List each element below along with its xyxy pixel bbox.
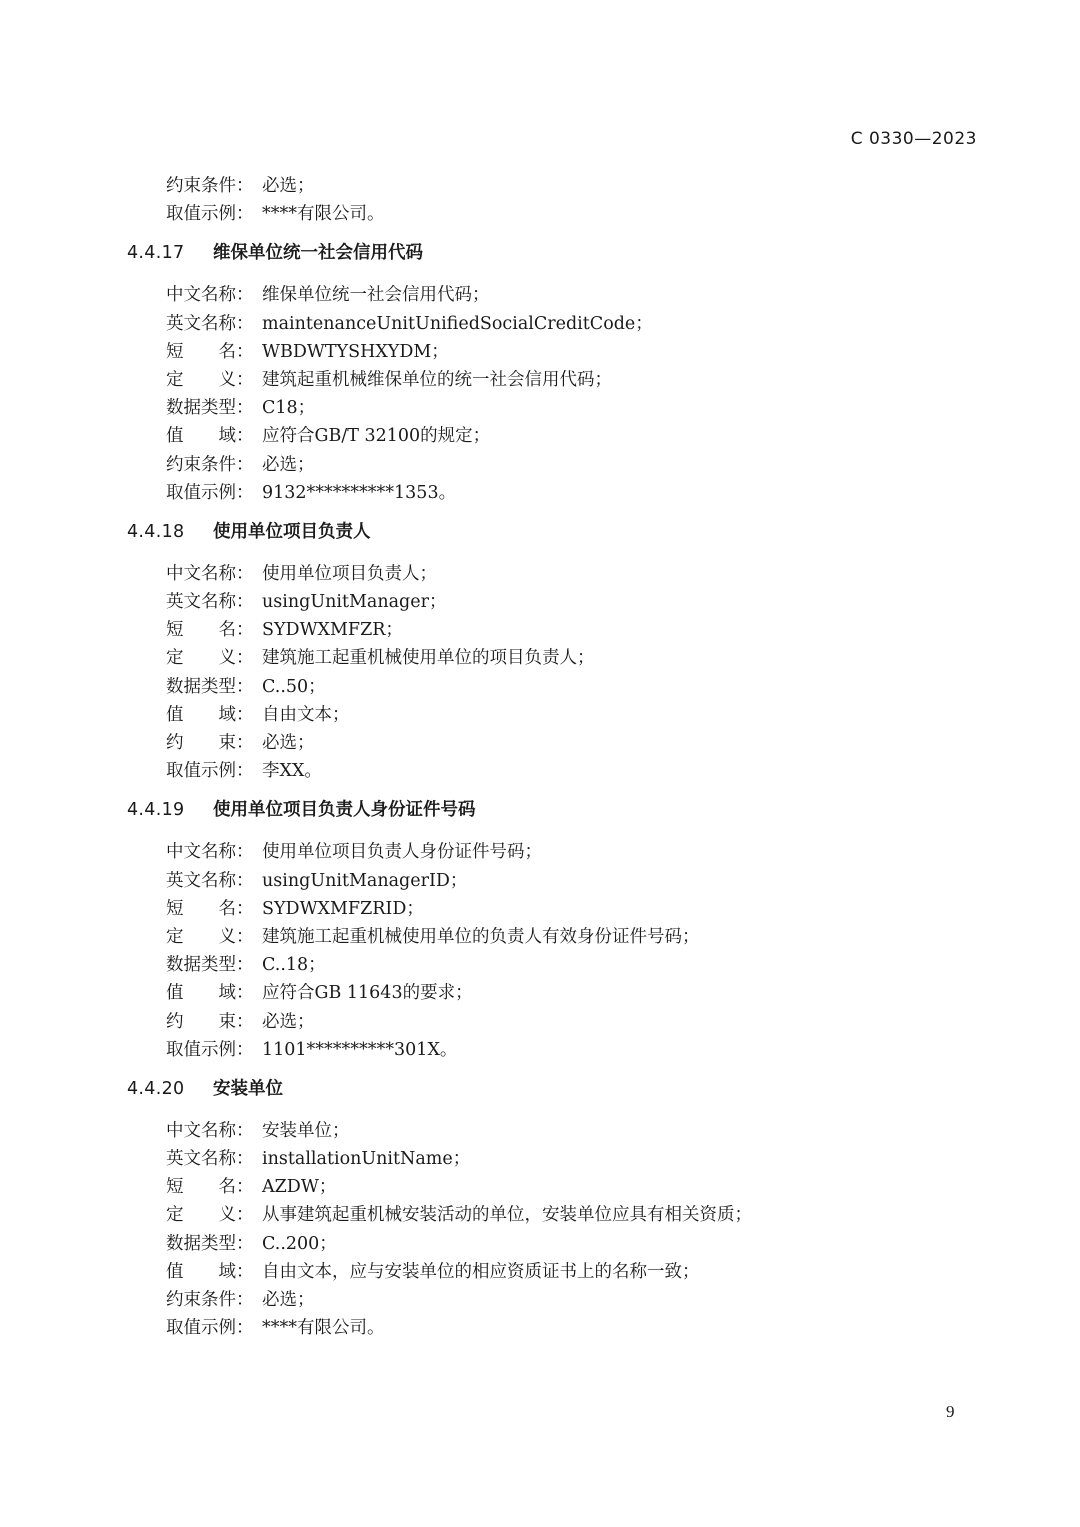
field-label: 短 名： — [166, 898, 254, 919]
document-body — [0, 172, 1080, 1342]
field-label: 中文名称： — [166, 563, 254, 584]
field-row — [0, 1145, 1080, 1173]
field-label: 英文名称： — [166, 1149, 254, 1170]
field-row — [0, 673, 1080, 701]
field-row — [0, 200, 1080, 228]
field-row — [0, 895, 1080, 923]
field-value: maintenanceUnitUnifiedSocialCreditCode； — [262, 313, 653, 334]
field-label: 约 束： — [166, 733, 254, 753]
section-title: 使用单位项目负责人 — [213, 521, 371, 542]
field-row — [0, 1314, 1080, 1342]
section-title: 安装单位 — [213, 1078, 283, 1099]
field-label: 定 义： — [166, 1205, 254, 1226]
field-label: 短 名： — [166, 1177, 254, 1198]
field-value: C..18； — [262, 955, 326, 976]
field-label: 取值示例： — [166, 482, 254, 503]
field-label: 英文名称： — [166, 870, 254, 891]
field-value: WBDWTYSHXYDM； — [262, 341, 449, 362]
field-value: 自由文本，应与安装单位的相应资质证书上的名称一致； — [262, 1261, 700, 1282]
field-value: 必选； — [262, 733, 315, 753]
field-value: 建筑施工起重机械使用单位的负责人有效身份证件号码； — [262, 926, 700, 947]
field-row — [0, 172, 1080, 200]
field-value: 必选； — [262, 454, 315, 475]
field-row — [0, 867, 1080, 895]
field-row — [0, 1117, 1080, 1145]
section-heading — [0, 518, 1080, 546]
field-value: 应符合GB 11643的要求； — [262, 983, 473, 1004]
field-row — [0, 1286, 1080, 1314]
field-value: AZDW； — [262, 1177, 337, 1198]
section-number: 4.4.18 — [127, 521, 185, 542]
field-label: 中文名称： — [166, 842, 254, 863]
field-row — [0, 729, 1080, 757]
field-value: ****有限公司。 — [262, 204, 385, 225]
section-heading — [0, 796, 1080, 824]
field-value: C..200； — [262, 1233, 337, 1254]
section-number: 4.4.17 — [127, 243, 185, 264]
field-row — [0, 1258, 1080, 1286]
field-value: 从事建筑起重机械安装活动的单位，安装单位应具有相关资质； — [262, 1205, 752, 1226]
field-row — [0, 757, 1080, 785]
field-value: usingUnitManager； — [262, 592, 447, 613]
field-label: 取值示例： — [166, 1318, 254, 1339]
field-row — [0, 838, 1080, 866]
field-value: 建筑起重机械维保单位的统一社会信用代码； — [262, 369, 612, 390]
field-label: 取值示例： — [166, 761, 254, 782]
field-value: SYDWXMFZRID； — [262, 898, 424, 919]
field-value: 必选； — [262, 1011, 315, 1032]
field-row — [0, 281, 1080, 309]
field-label: 数据类型： — [166, 398, 254, 419]
field-label: 定 义： — [166, 648, 254, 669]
field-row — [0, 588, 1080, 616]
field-row — [0, 560, 1080, 588]
field-value: 必选； — [262, 1290, 315, 1310]
field-label: 约束条件： — [166, 1290, 254, 1310]
section-title: 维保单位统一社会信用代码 — [213, 243, 423, 264]
field-value: 使用单位项目负责人； — [262, 563, 437, 584]
field-value: 使用单位项目负责人身份证件号码； — [262, 842, 542, 863]
field-row — [0, 451, 1080, 479]
field-row — [0, 1173, 1080, 1201]
section-heading — [0, 1075, 1080, 1103]
page-number: 9 — [946, 1402, 955, 1421]
document-code: C 0330—2023 — [850, 129, 977, 149]
field-row — [0, 422, 1080, 450]
field-value: 安装单位； — [262, 1120, 350, 1141]
field-label: 定 义： — [166, 926, 254, 947]
field-label: 英文名称： — [166, 313, 254, 334]
field-row — [0, 923, 1080, 951]
field-label: 数据类型： — [166, 676, 254, 697]
field-row — [0, 1008, 1080, 1036]
field-value: installationUnitName； — [262, 1149, 471, 1170]
field-label: 短 名： — [166, 341, 254, 362]
field-row — [0, 310, 1080, 338]
field-value: usingUnitManagerID； — [262, 870, 468, 891]
field-value: 李XX。 — [262, 761, 322, 782]
field-value: 自由文本； — [262, 704, 350, 725]
field-value: ****有限公司。 — [262, 1318, 385, 1339]
field-row — [0, 979, 1080, 1007]
field-row — [0, 479, 1080, 507]
field-value: 必选； — [262, 176, 315, 196]
field-label: 英文名称： — [166, 592, 254, 613]
section-title: 使用单位项目负责人身份证件号码 — [213, 800, 476, 821]
field-row — [0, 366, 1080, 394]
field-label: 值 域： — [166, 983, 254, 1004]
field-row — [0, 616, 1080, 644]
field-value: 维保单位统一社会信用代码； — [262, 285, 490, 306]
field-label: 中文名称： — [166, 285, 254, 306]
field-label: 值 域： — [166, 426, 254, 447]
field-row — [0, 1036, 1080, 1064]
field-value: 建筑施工起重机械使用单位的项目负责人； — [262, 648, 595, 669]
field-label: 约束条件： — [166, 176, 254, 196]
field-label: 中文名称： — [166, 1120, 254, 1141]
field-row — [0, 338, 1080, 366]
field-label: 取值示例： — [166, 1039, 254, 1060]
field-row — [0, 1201, 1080, 1229]
field-value: SYDWXMFZR； — [262, 620, 403, 641]
field-label: 短 名： — [166, 620, 254, 641]
field-label: 约束条件： — [166, 454, 254, 475]
field-label: 值 域： — [166, 704, 254, 725]
field-row — [0, 1230, 1080, 1258]
section-number: 4.4.19 — [127, 800, 185, 821]
field-label: 定 义： — [166, 369, 254, 390]
field-value: 应符合GB/T 32100的规定； — [262, 426, 491, 447]
section-heading — [0, 239, 1080, 267]
field-label: 取值示例： — [166, 204, 254, 225]
field-label: 数据类型： — [166, 1233, 254, 1254]
field-label: 值 域： — [166, 1261, 254, 1282]
field-value: C..50； — [262, 676, 326, 697]
field-value: C18； — [262, 398, 316, 419]
field-row — [0, 644, 1080, 672]
field-value: 1101**********301X。 — [262, 1039, 458, 1060]
field-row — [0, 394, 1080, 422]
field-label: 约 束： — [166, 1011, 254, 1032]
field-row — [0, 951, 1080, 979]
field-label: 数据类型： — [166, 955, 254, 976]
section-number: 4.4.20 — [127, 1078, 185, 1099]
field-row — [0, 701, 1080, 729]
field-value: 9132**********1353。 — [262, 482, 457, 503]
